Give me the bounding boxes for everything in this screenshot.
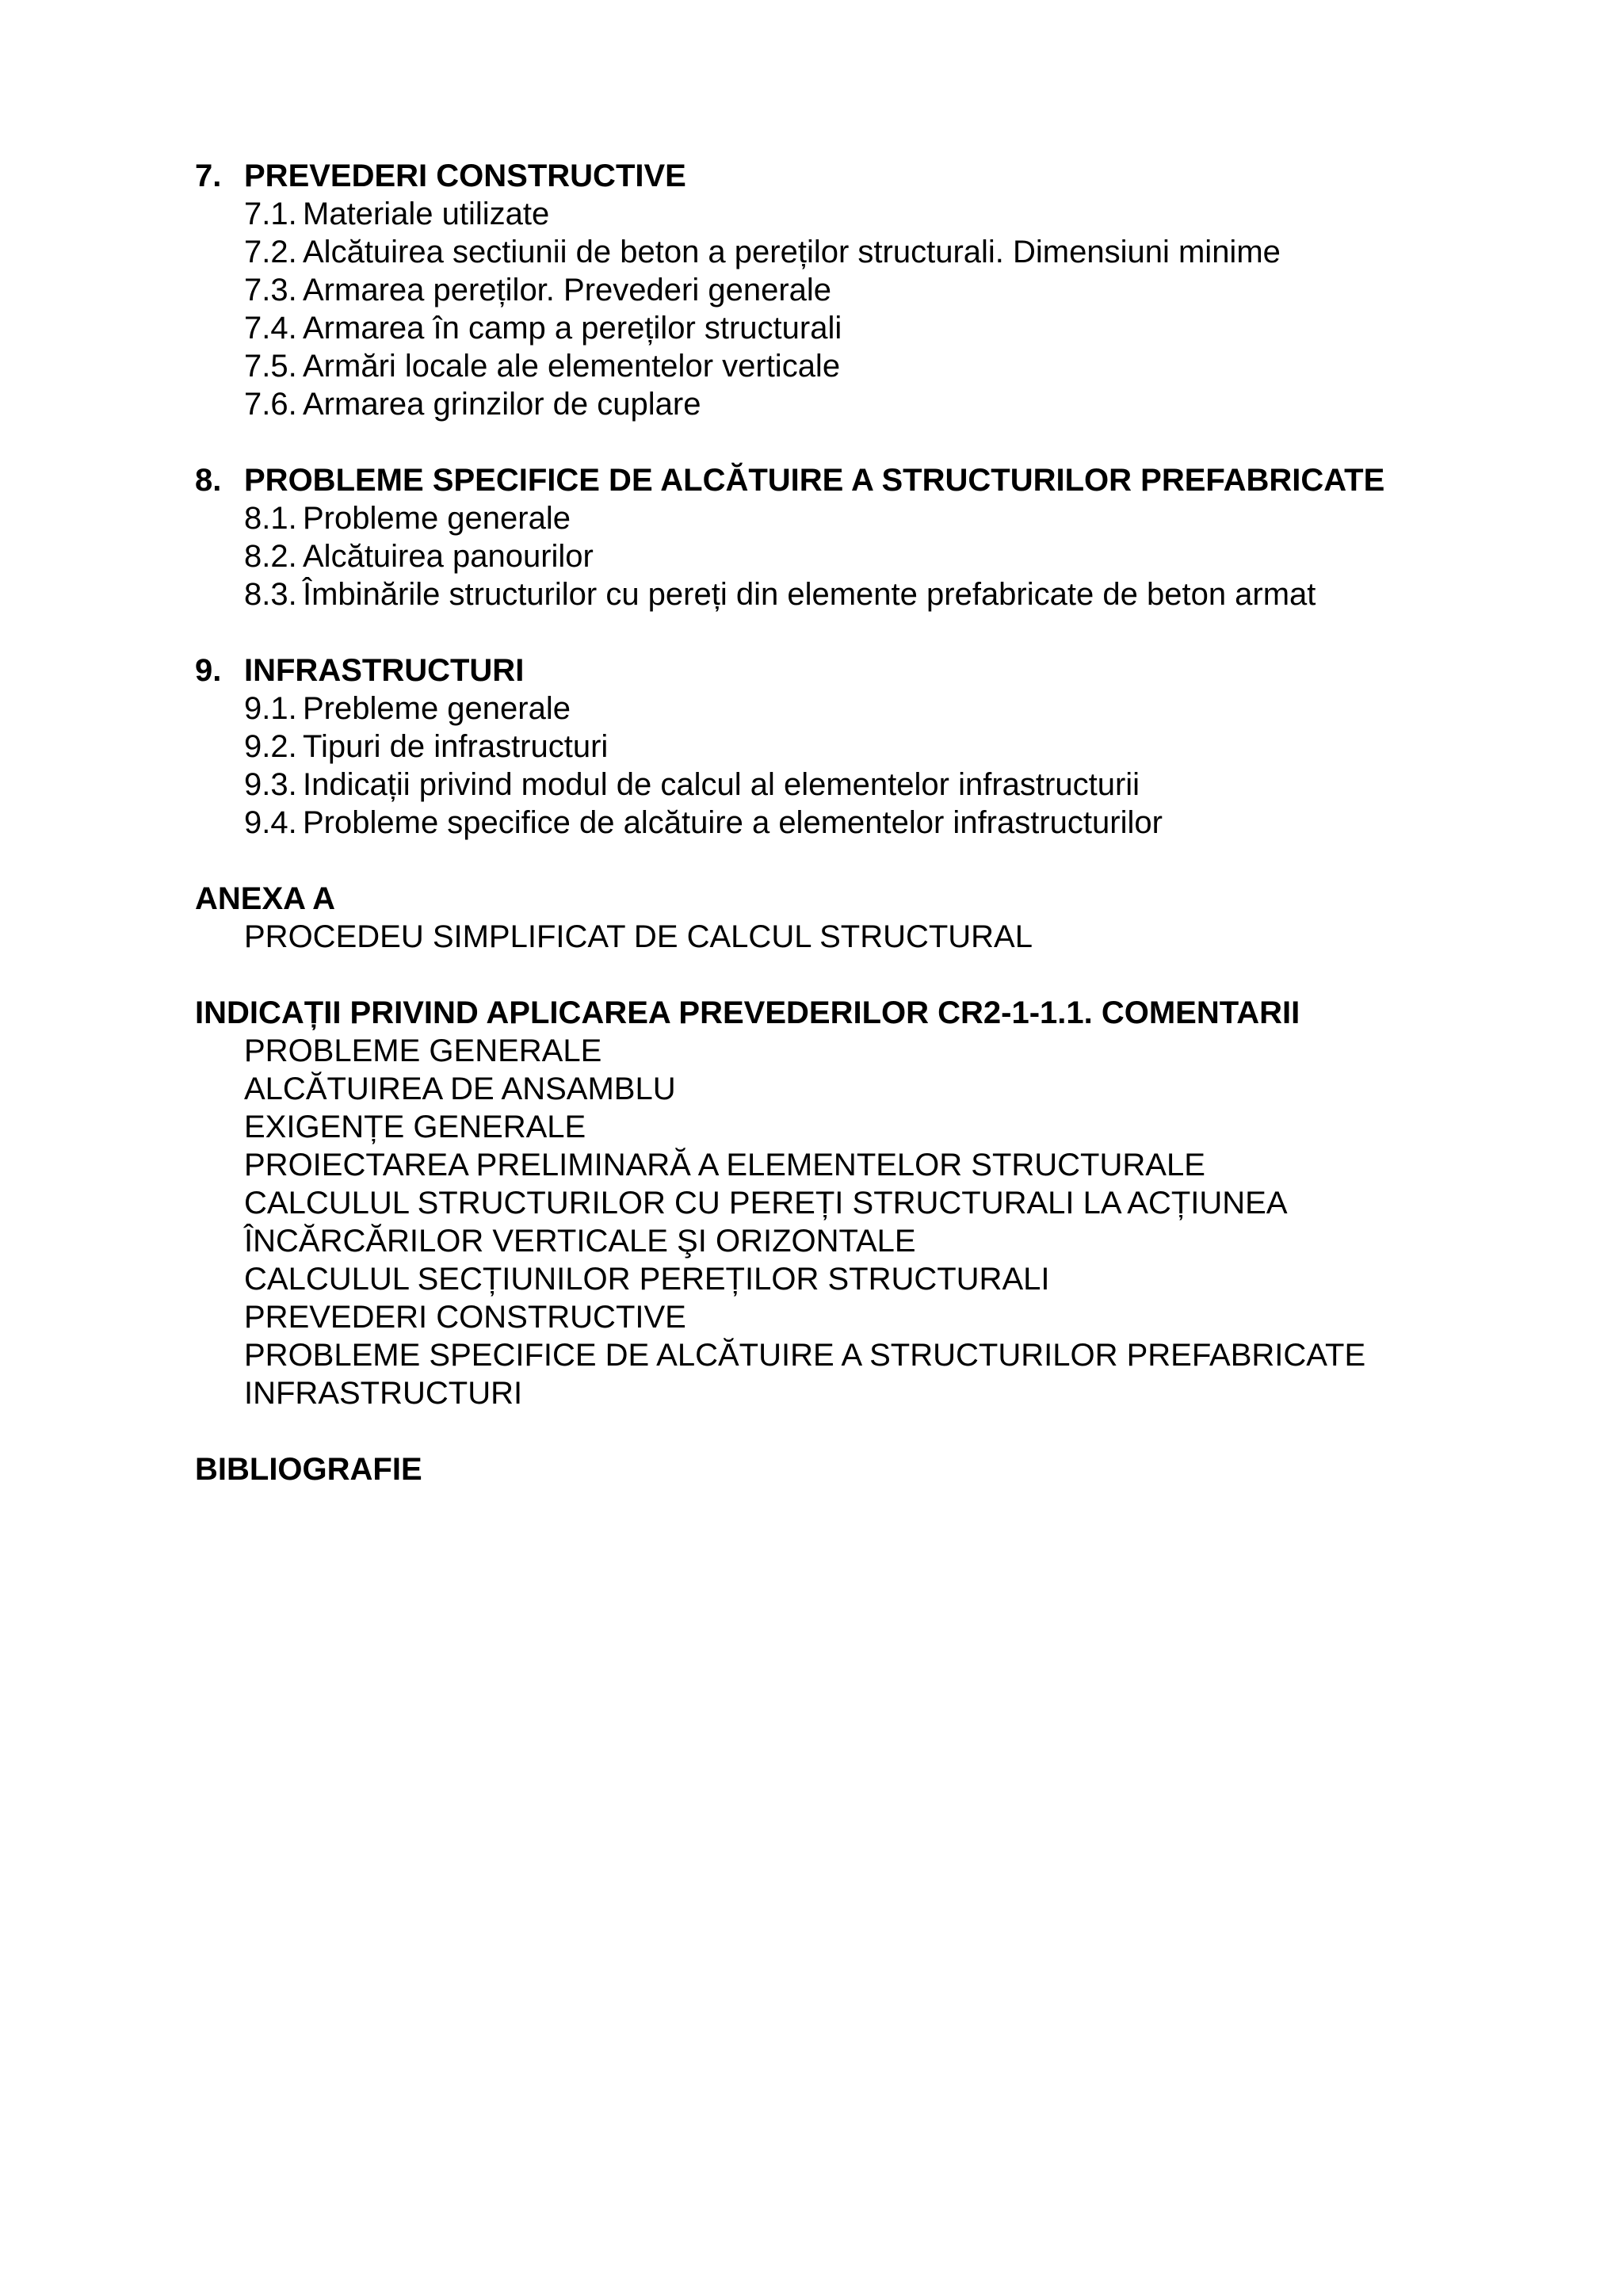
subsection-number: 9.1. [244, 691, 297, 726]
list-item [244, 690, 1542, 728]
subsection-number: 7.6. [244, 387, 297, 422]
subsection-title: Armări locale ale elementelor verticale [303, 349, 841, 384]
list-item [244, 804, 1542, 842]
list-item [244, 728, 1542, 766]
bibliography-heading [195, 1450, 1542, 1488]
subsection-number: 7.4. [244, 311, 297, 346]
toc-bibliography [195, 1450, 1542, 1488]
subsection-title: Armarea grinzilor de cuplare [303, 387, 701, 422]
subsection-title: Armarea pereților. Prevederi generale [303, 273, 832, 308]
list-item [244, 233, 1542, 271]
list-item: CALCULUL SECȚIUNILOR PEREȚILOR STRUCTURALI [244, 1262, 1050, 1297]
list-item [244, 309, 1542, 347]
list-item: ALCĂTUIREA DE ANSAMBLU [244, 1072, 676, 1106]
list-item [244, 271, 1542, 309]
subsection-number: 8.3. [244, 577, 297, 612]
list-item: PREVEDERI CONSTRUCTIVE [244, 1300, 686, 1335]
toc-section-9 [195, 651, 1542, 842]
subsection-number: 8.2. [244, 539, 297, 574]
subsection-number: 9.3. [244, 767, 297, 802]
subsection-title: Armarea în camp a pereților structurali [303, 311, 842, 346]
subsection-title: Îmbinările structurilor cu pereți din elemente prefabricate de beton armat [303, 577, 1316, 612]
toc-section-8 [195, 461, 1542, 613]
commentary-title: INDICAȚII PRIVIND APLICAREA PREVEDERILOR CR2-1-1.1. COMENTARII [195, 995, 1300, 1030]
subsection-number: 7.3. [244, 273, 297, 308]
list-item: INFRASTRUCTURI [244, 1376, 523, 1411]
commentary-list [244, 1032, 1542, 1412]
subsection-title: Tipuri de infrastructuri [303, 729, 609, 764]
section-number: 8. [195, 463, 222, 498]
list-item: PROBLEME GENERALE [244, 1033, 602, 1068]
list-item [244, 195, 1542, 233]
list-item: ÎNCĂRCĂRILOR VERTICALE ŞI ORIZONTALE [244, 1224, 916, 1259]
section-heading [195, 651, 1542, 690]
toc-section-7 [195, 157, 1542, 423]
subsection-list [244, 195, 1542, 423]
section-heading [195, 157, 1542, 195]
subsection-title: Indicații privind modul de calcul al elementelor infrastructurii [303, 767, 1140, 802]
annex-heading [195, 880, 1542, 918]
list-item: PROBLEME SPECIFICE DE ALCĂTUIRE A STRUCTURILOR PREFABRICATE [244, 1338, 1366, 1373]
bibliography-title: BIBLIOGRAFIE [195, 1452, 422, 1487]
list-item: EXIGENȚE GENERALE [244, 1110, 586, 1144]
section-title: INFRASTRUCTURI [244, 653, 525, 688]
subsection-title: Alcătuirea panourilor [303, 539, 594, 574]
list-item: PROIECTAREA PRELIMINARĂ A ELEMENTELOR STRUCTURALE [244, 1148, 1205, 1182]
section-number: 7. [195, 159, 222, 193]
section-heading [195, 461, 1542, 499]
list-item [244, 537, 1542, 575]
subsection-number: 7.2. [244, 235, 297, 269]
section-title: PREVEDERI CONSTRUCTIVE [244, 159, 686, 193]
list-item [244, 385, 1542, 423]
list-item: PROCEDEU SIMPLIFICAT DE CALCUL STRUCTURAL [244, 919, 1033, 954]
subsection-number: 7.1. [244, 197, 297, 231]
subsection-number: 8.1. [244, 501, 297, 536]
subsection-title: Alcătuirea sectiunii de beton a pereților structurali. Dimensiuni minime [303, 235, 1281, 269]
annex-list [244, 918, 1542, 956]
list-item [244, 766, 1542, 804]
list-item [244, 347, 1542, 385]
subsection-title: Prebleme generale [303, 691, 571, 726]
subsection-number: 9.4. [244, 805, 297, 840]
subsection-list [244, 499, 1542, 613]
list-item [244, 499, 1542, 537]
subsection-title: Materiale utilizate [303, 197, 550, 231]
subsection-title: Probleme specifice de alcătuire a elementelor infrastructurilor [303, 805, 1163, 840]
section-title: PROBLEME SPECIFICE DE ALCĂTUIRE A STRUCTURILOR PREFABRICATE [244, 463, 1385, 498]
commentary-heading [195, 994, 1542, 1032]
annex-title: ANEXA A [195, 881, 336, 916]
subsection-number: 9.2. [244, 729, 297, 764]
subsection-title: Probleme generale [303, 501, 571, 536]
subsection-number: 7.5. [244, 349, 297, 384]
list-item [244, 575, 1542, 613]
subsection-list [244, 690, 1542, 842]
section-number: 9. [195, 653, 222, 688]
table-of-contents [195, 157, 1542, 1526]
toc-annex-a [195, 880, 1542, 956]
toc-commentary [195, 994, 1542, 1412]
list-item: CALCULUL STRUCTURILOR CU PEREȚI STRUCTURALI LA ACȚIUNEA [244, 1186, 1288, 1221]
